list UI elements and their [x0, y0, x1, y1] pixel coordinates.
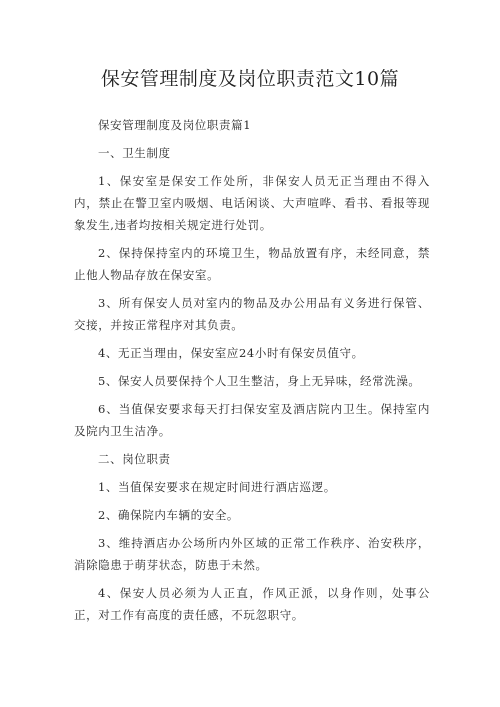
document-body — [74, 114, 430, 626]
paragraph: 6、当值保安要求每天打扫保安室及酒店院内卫生。保持室内及院内卫生洁净。 — [74, 402, 430, 438]
paragraph: 1、当值保安要求在规定时间进行酒店巡逻。 — [98, 480, 336, 494]
paragraph: 2、确保院内车辆的安全。 — [98, 508, 240, 522]
document-title: 保安管理制度及岗位职责范文10篇 — [100, 68, 400, 90]
paragraph: 4、无正当理由，保安室应24小时有保安员值守。 — [98, 346, 364, 360]
paragraph: 1、保安室是保安工作处所，非保安人员无正当理由不得入内，禁止在警卫室内吸烟、电话闲谈、大声喧哗、看书、看报等现象发生,违者均按相关规定进行处罚。 — [74, 174, 430, 232]
section-heading: 保安管理制度及岗位职责篇1 — [98, 118, 252, 132]
subsection-heading: 一、卫生制度 — [98, 146, 171, 160]
paragraph: 3、维持酒店办公场所内外区域的正常工作秩序、治安秩序，消除隐患于萌芽状态，防患于未然。 — [74, 536, 430, 572]
subsection-heading: 二、岗位职责 — [98, 452, 171, 466]
paragraph: 5、保安人员要保持个人卫生整洁，身上无异味，经常洗澡。 — [98, 374, 421, 388]
paragraph: 4、保安人员必须为人正直，作风正派，以身作则，处事公正，对工作有高度的责任感，不玩忽职守。 — [74, 586, 430, 622]
paragraph: 2、保持保持室内的环境卫生，物品放置有序，未经同意，禁止他人物品存放在保安室。 — [74, 246, 430, 282]
paragraph: 3、所有保安人员对室内的物品及办公用品有义务进行保管、交接，并按正常程序对其负责。 — [74, 296, 430, 332]
